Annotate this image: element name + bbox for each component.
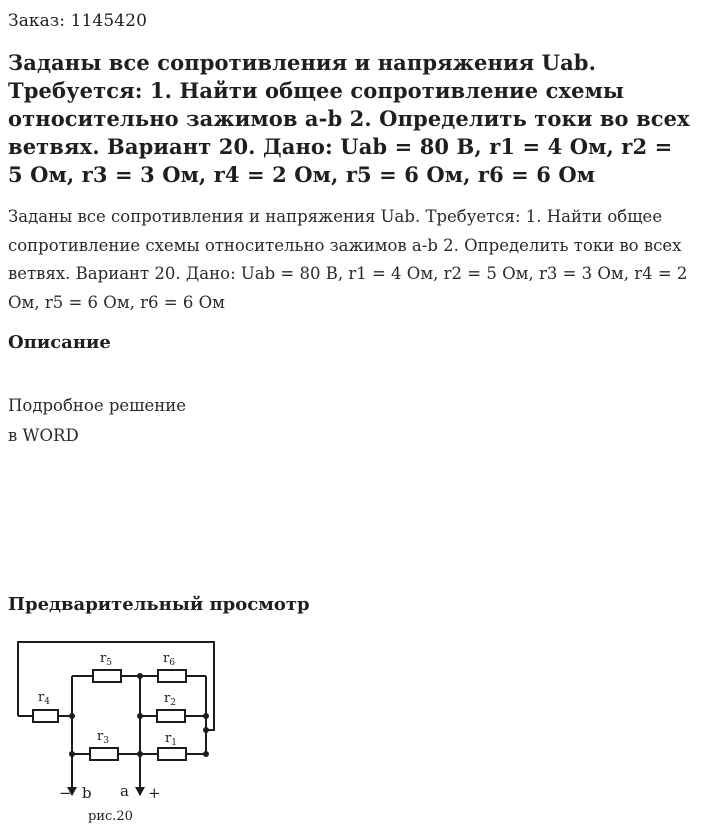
label-r6: $r_6$ — [163, 651, 175, 668]
minus-sign: − — [59, 784, 72, 802]
label-r1: $r_1$ — [165, 731, 177, 748]
resistor-r3 — [90, 748, 118, 760]
order-number: Заказ: 1145420 — [8, 11, 148, 31]
resistor-labels — [38, 651, 177, 748]
label-r5: $r_5$ — [100, 651, 112, 668]
description-line-1: Подробное решение — [8, 396, 187, 415]
label-r4: $r_4$ — [38, 690, 50, 707]
resistor-r1 — [158, 748, 186, 760]
terminal-labels — [59, 782, 161, 802]
terminal-b-label: b — [82, 784, 92, 802]
circuit-schematic — [0, 630, 240, 840]
label-r2: $r_2$ — [164, 691, 176, 708]
description-line-2: в WORD — [8, 426, 79, 445]
resistor-r4 — [33, 710, 58, 722]
page-title: Заданы все сопротивления и напряжения Uab. Требуется: 1. Найти общее сопротивление схемы относительно зажимов a-b 2. Определить токи во всех ветвях. Вариант 20. Дано: Uab = 80 В, r1 = 4 Ом, r2 = 5 Ом, r3 = 3 Ом, r4 = 2 Ом, r5 = 6 Ом, r6 = 6 Ом — [8, 50, 690, 187]
terminal-arrows — [67, 787, 145, 796]
plus-sign: + — [148, 784, 161, 802]
figure-caption: рис.20 — [88, 809, 133, 824]
resistor-r6 — [158, 670, 186, 682]
description-heading: Описание — [8, 332, 111, 353]
preview-heading: Предварительный просмотр — [8, 594, 310, 615]
resistor-r2 — [157, 710, 185, 722]
preview-image[interactable] — [0, 630, 240, 840]
task-summary: Заданы все сопротивления и напряжения Uab. Требуется: 1. Найти общее сопротивление схемы относительно зажимов a-b 2. Определить токи во всех ветвях. Вариант 20. Дано: Uab = 80 В, r1 = 4 Ом, r2 = 5 Ом, r3 = 3 Ом, r4 = 2 Ом, r5 = 6 Ом, r6 = 6 Ом — [8, 207, 688, 312]
resistor-r5 — [93, 670, 121, 682]
resistors — [33, 670, 186, 760]
terminal-a-label: a — [120, 782, 129, 800]
label-r3: $r_3$ — [97, 729, 109, 746]
